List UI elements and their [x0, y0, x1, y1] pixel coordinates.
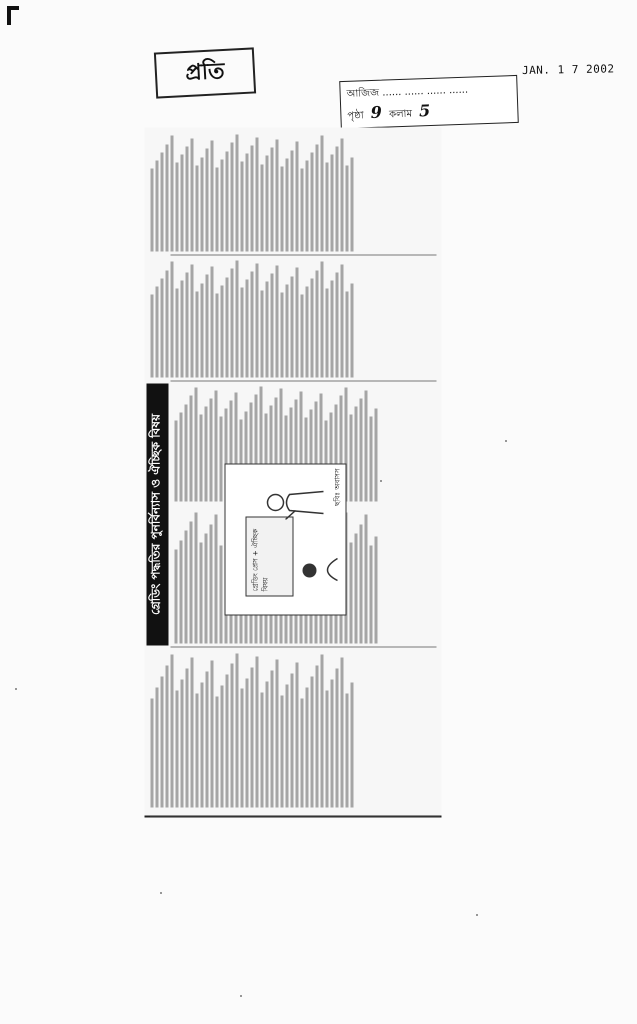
reference-label: আজিজ: [346, 87, 380, 100]
scan-speck: [380, 480, 382, 482]
scan-speck: [240, 995, 242, 997]
illustration-caption: ছবিঃ অবাসস: [333, 468, 341, 506]
column-divider: [170, 646, 436, 647]
article-body: [144, 127, 441, 817]
column-text-4: [144, 257, 353, 379]
column-text-1: [144, 649, 353, 809]
column-value: 5: [418, 100, 431, 121]
news-clipping: [143, 128, 440, 816]
column-divider: [170, 380, 436, 381]
clipping-bottom-rule: [150, 816, 440, 817]
newspaper-logo-text: প্রতি: [184, 57, 226, 86]
scan-speck: [15, 688, 17, 690]
page-label: পৃষ্ঠা: [347, 110, 364, 122]
column-divider: [170, 254, 436, 255]
newspaper-logo: [154, 47, 256, 98]
scan-speck: [160, 892, 162, 894]
column-text-5: [144, 131, 353, 253]
article-column-5: [144, 131, 441, 253]
column-label: কলাম: [388, 108, 413, 121]
article-headline: গ্রেডিং পদ্ধতির পুনর্বিন্যাস ও ঐচ্ছিক বিষয়: [146, 383, 168, 645]
reference-page-column: [347, 101, 435, 126]
corner-crop-mark: [6, 4, 20, 26]
student-figure: [299, 544, 339, 584]
article-column-1: [144, 649, 441, 809]
article-column-4: [144, 257, 441, 379]
article-illustration: [224, 463, 346, 615]
teacher-figure: [265, 485, 325, 519]
scan-speck: [505, 440, 507, 442]
reference-header: আজিজ ...... ...... ...... ......: [346, 84, 469, 100]
illustration-board: [245, 516, 293, 596]
received-date-stamp: JAN. 1 7 2002: [521, 62, 615, 77]
scan-speck: [476, 914, 478, 916]
illustration-board-text: গ্রেডিং প্রেস + ঐচ্ছিক বিষয়: [251, 528, 269, 591]
archive-reference-box: [339, 75, 519, 129]
page-value: 9: [370, 102, 383, 123]
